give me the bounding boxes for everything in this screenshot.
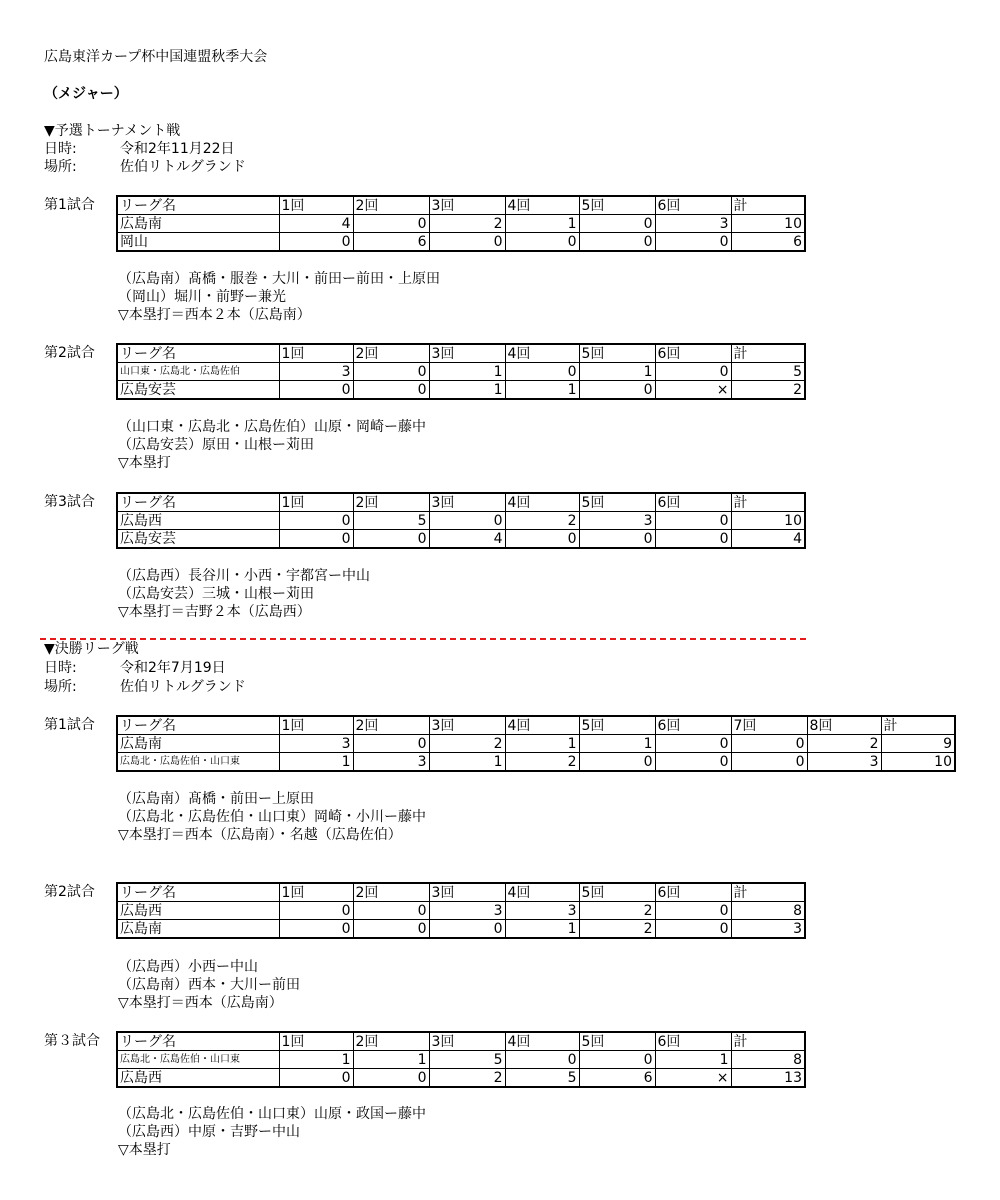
inning-score-cell: 3 bbox=[655, 215, 731, 233]
header-cell: 2回 bbox=[353, 883, 429, 902]
header-cell: 5回 bbox=[579, 196, 655, 215]
header-cell: 6回 bbox=[655, 344, 731, 363]
battery-note: （広島南）西本・大川ー前田 bbox=[118, 977, 300, 993]
inning-score-cell: 2 bbox=[429, 1069, 505, 1088]
homerun-note: ▽本塁打＝西本（広島南） bbox=[118, 995, 283, 1011]
inning-score-cell: 4 bbox=[429, 530, 505, 549]
total-cell: 10 bbox=[731, 215, 805, 233]
inning-score-cell: 0 bbox=[505, 233, 579, 252]
inning-score-cell: 0 bbox=[279, 512, 353, 530]
prelim-game-1-scoreboard bbox=[116, 195, 806, 252]
header-cell-team: リーグ名 bbox=[117, 344, 279, 363]
inning-score-cell: 0 bbox=[353, 1069, 429, 1088]
scoreboard-row bbox=[117, 1069, 805, 1088]
homerun-note: ▽本塁打＝西本（広島南）・名越（広島佐伯） bbox=[118, 827, 402, 843]
inning-score-cell: 6 bbox=[579, 1069, 655, 1088]
scoreboard-header-row bbox=[117, 716, 955, 735]
header-cell: 1回 bbox=[279, 883, 353, 902]
header-cell: 1回 bbox=[279, 344, 353, 363]
header-cell: 2回 bbox=[353, 196, 429, 215]
inning-score-cell: 0 bbox=[505, 363, 579, 381]
prelim-place-value: 佐伯リトルグランド bbox=[120, 159, 246, 175]
header-cell: 3回 bbox=[429, 344, 505, 363]
inning-score-cell: × bbox=[655, 1069, 731, 1088]
scoreboard-row bbox=[117, 363, 805, 381]
inning-score-cell: 3 bbox=[429, 902, 505, 920]
header-cell: 1回 bbox=[279, 716, 353, 735]
inning-score-cell: 0 bbox=[429, 920, 505, 939]
total-cell: 10 bbox=[881, 753, 955, 772]
inning-score-cell: 0 bbox=[279, 233, 353, 252]
team-name-cell: 広島西 bbox=[117, 902, 279, 920]
total-cell: 13 bbox=[731, 1069, 805, 1088]
inning-score-cell: 0 bbox=[579, 1051, 655, 1069]
inning-score-cell: 1 bbox=[279, 1051, 353, 1069]
inning-score-cell: 2 bbox=[807, 735, 881, 753]
final-date bbox=[44, 659, 226, 677]
division-label: （メジャー） bbox=[44, 86, 128, 102]
header-cell: 3回 bbox=[429, 493, 505, 512]
final-game-1-notes bbox=[118, 790, 426, 844]
prelim-date-label: 日時: bbox=[44, 141, 77, 157]
homerun-note: ▽本塁打 bbox=[118, 455, 171, 471]
inning-score-cell: 0 bbox=[429, 233, 505, 252]
battery-note: （広島安芸）原田・山根ー苅田 bbox=[118, 437, 314, 453]
section-divider bbox=[40, 638, 806, 640]
header-cell: 5回 bbox=[579, 883, 655, 902]
inning-score-cell: 0 bbox=[353, 363, 429, 381]
inning-score-cell: 1 bbox=[655, 1051, 731, 1069]
total-cell: 10 bbox=[731, 512, 805, 530]
battery-note: （広島南）髙橋・服巻・大川・前田ー前田・上原田 bbox=[118, 271, 440, 287]
inning-score-cell: 0 bbox=[655, 512, 731, 530]
inning-score-cell: 3 bbox=[279, 735, 353, 753]
inning-score-cell: 0 bbox=[579, 215, 655, 233]
inning-score-cell: 5 bbox=[353, 512, 429, 530]
header-cell: 3回 bbox=[429, 1032, 505, 1051]
team-name-cell: 山口東・広島北・広島佐伯 bbox=[117, 363, 279, 381]
total-cell: 3 bbox=[731, 920, 805, 939]
scoreboard-header-row bbox=[117, 344, 805, 363]
prelim-game-3-notes bbox=[118, 567, 370, 621]
header-cell: 計 bbox=[731, 344, 805, 363]
scoreboard-row bbox=[117, 512, 805, 530]
final-date-value: 令和2年7月19日 bbox=[120, 660, 226, 676]
team-name-cell: 広島北・広島佐伯・山口東 bbox=[117, 753, 279, 772]
inning-score-cell: 0 bbox=[353, 530, 429, 549]
final-place-label: 場所: bbox=[44, 679, 77, 695]
inning-score-cell: 0 bbox=[655, 920, 731, 939]
battery-note: （広島安芸）三城・山根ー苅田 bbox=[118, 586, 314, 602]
homerun-note: ▽本塁打＝吉野２本（広島西） bbox=[118, 604, 311, 620]
final-game-3-notes bbox=[118, 1105, 426, 1159]
team-name-cell: 広島南 bbox=[117, 920, 279, 939]
header-cell: 4回 bbox=[505, 196, 579, 215]
final-heading: ▼決勝リーグ戦 bbox=[44, 641, 139, 657]
inning-score-cell: 0 bbox=[655, 363, 731, 381]
inning-score-cell: 3 bbox=[579, 512, 655, 530]
inning-score-cell: 3 bbox=[505, 902, 579, 920]
header-cell: 8回 bbox=[807, 716, 881, 735]
total-cell: 2 bbox=[731, 381, 805, 400]
inning-score-cell: 3 bbox=[807, 753, 881, 772]
header-cell: 2回 bbox=[353, 344, 429, 363]
header-cell: 4回 bbox=[505, 1032, 579, 1051]
final-game-2-label: 第2試合 bbox=[44, 884, 95, 900]
inning-score-cell: 2 bbox=[429, 215, 505, 233]
header-cell: 1回 bbox=[279, 1032, 353, 1051]
scoreboard-header-row bbox=[117, 196, 805, 215]
header-cell: 5回 bbox=[579, 716, 655, 735]
header-cell: 1回 bbox=[279, 493, 353, 512]
prelim-game-1-label: 第1試合 bbox=[44, 197, 95, 213]
prelim-heading: ▼予選トーナメント戦 bbox=[44, 123, 181, 139]
header-cell: 4回 bbox=[505, 716, 579, 735]
final-game-2-notes bbox=[118, 958, 300, 1012]
header-cell: 6回 bbox=[655, 1032, 731, 1051]
header-cell: 3回 bbox=[429, 716, 505, 735]
final-place bbox=[44, 678, 246, 696]
inning-score-cell: 1 bbox=[505, 215, 579, 233]
inning-score-cell: 1 bbox=[429, 381, 505, 400]
header-cell: 4回 bbox=[505, 493, 579, 512]
inning-score-cell: 0 bbox=[279, 530, 353, 549]
scoreboard-row bbox=[117, 233, 805, 252]
inning-score-cell: 1 bbox=[279, 753, 353, 772]
inning-score-cell: 6 bbox=[353, 233, 429, 252]
team-name-cell: 広島西 bbox=[117, 1069, 279, 1088]
total-cell: 4 bbox=[731, 530, 805, 549]
inning-score-cell: 0 bbox=[505, 1051, 579, 1069]
header-cell: 6回 bbox=[655, 883, 731, 902]
team-name-cell: 広島南 bbox=[117, 215, 279, 233]
final-game-1-label: 第1試合 bbox=[44, 717, 95, 733]
battery-note: （広島西）長谷川・小西・宇都宮ー中山 bbox=[118, 568, 370, 584]
scoreboard-row bbox=[117, 1051, 805, 1069]
header-cell: 6回 bbox=[655, 196, 731, 215]
header-cell: 6回 bbox=[655, 493, 731, 512]
team-name-cell: 広島安芸 bbox=[117, 530, 279, 549]
header-cell: 5回 bbox=[579, 344, 655, 363]
scoreboard-row bbox=[117, 920, 805, 939]
inning-score-cell: 0 bbox=[353, 381, 429, 400]
inning-score-cell: 0 bbox=[731, 753, 807, 772]
header-cell-team: リーグ名 bbox=[117, 1032, 279, 1051]
team-name-cell: 広島安芸 bbox=[117, 381, 279, 400]
inning-score-cell: 0 bbox=[579, 233, 655, 252]
scoreboard-row bbox=[117, 902, 805, 920]
inning-score-cell: 2 bbox=[579, 920, 655, 939]
battery-note: （広島北・広島佐伯・山口東）岡崎・小川ー藤中 bbox=[118, 809, 426, 825]
prelim-game-3-scoreboard bbox=[116, 492, 806, 549]
header-cell: 4回 bbox=[505, 344, 579, 363]
inning-score-cell: 1 bbox=[429, 753, 505, 772]
inning-score-cell: 0 bbox=[353, 920, 429, 939]
final-game-1-scoreboard bbox=[116, 715, 956, 772]
inning-score-cell: 0 bbox=[279, 381, 353, 400]
battery-note: （広島西）中原・吉野ー中山 bbox=[118, 1124, 300, 1140]
document-title: 広島東洋カープ杯中国連盟秋季大会 bbox=[44, 49, 268, 65]
inning-score-cell: 4 bbox=[279, 215, 353, 233]
inning-score-cell: 0 bbox=[579, 530, 655, 549]
battery-note: （広島北・広島佐伯・山口東）山原・政国ー藤中 bbox=[118, 1106, 426, 1122]
inning-score-cell: 0 bbox=[579, 753, 655, 772]
inning-score-cell: × bbox=[655, 381, 731, 400]
header-cell: 5回 bbox=[579, 493, 655, 512]
inning-score-cell: 1 bbox=[429, 363, 505, 381]
prelim-place-label: 場所: bbox=[44, 159, 77, 175]
battery-note: （山口東・広島北・広島佐伯）山原・岡崎ー藤中 bbox=[118, 419, 426, 435]
header-cell: 計 bbox=[731, 883, 805, 902]
inning-score-cell: 0 bbox=[279, 920, 353, 939]
total-cell: 8 bbox=[731, 902, 805, 920]
header-cell: 1回 bbox=[279, 196, 353, 215]
inning-score-cell: 0 bbox=[505, 530, 579, 549]
inning-score-cell: 1 bbox=[505, 381, 579, 400]
final-game-2-scoreboard bbox=[116, 882, 806, 939]
battery-note: （岡山）堀川・前野ー兼光 bbox=[118, 289, 286, 305]
inning-score-cell: 2 bbox=[505, 512, 579, 530]
prelim-place bbox=[44, 158, 246, 176]
inning-score-cell: 0 bbox=[655, 735, 731, 753]
header-cell: 2回 bbox=[353, 1032, 429, 1051]
prelim-game-2-scoreboard bbox=[116, 343, 806, 400]
team-name-cell: 岡山 bbox=[117, 233, 279, 252]
header-cell: 計 bbox=[731, 493, 805, 512]
header-cell-team: リーグ名 bbox=[117, 883, 279, 902]
prelim-game-2-label: 第2試合 bbox=[44, 345, 95, 361]
scoreboard-header-row bbox=[117, 493, 805, 512]
inning-score-cell: 0 bbox=[353, 902, 429, 920]
header-cell: 7回 bbox=[731, 716, 807, 735]
inning-score-cell: 1 bbox=[579, 363, 655, 381]
inning-score-cell: 0 bbox=[353, 735, 429, 753]
inning-score-cell: 3 bbox=[353, 753, 429, 772]
scoreboard-row bbox=[117, 215, 805, 233]
inning-score-cell: 1 bbox=[579, 735, 655, 753]
header-cell-team: リーグ名 bbox=[117, 493, 279, 512]
inning-score-cell: 2 bbox=[505, 753, 579, 772]
inning-score-cell: 5 bbox=[505, 1069, 579, 1088]
total-cell: 5 bbox=[731, 363, 805, 381]
team-name-cell: 広島南 bbox=[117, 735, 279, 753]
inning-score-cell: 0 bbox=[655, 753, 731, 772]
scoreboard-header-row bbox=[117, 1032, 805, 1051]
header-cell-team: リーグ名 bbox=[117, 196, 279, 215]
header-cell: 3回 bbox=[429, 196, 505, 215]
inning-score-cell: 0 bbox=[279, 1069, 353, 1088]
inning-score-cell: 1 bbox=[505, 735, 579, 753]
total-cell: 8 bbox=[731, 1051, 805, 1069]
scoreboard-header-row bbox=[117, 883, 805, 902]
inning-score-cell: 0 bbox=[731, 735, 807, 753]
header-cell: 計 bbox=[731, 196, 805, 215]
final-game-3-label: 第３試合 bbox=[44, 1033, 100, 1049]
inning-score-cell: 2 bbox=[429, 735, 505, 753]
header-cell: 2回 bbox=[353, 493, 429, 512]
homerun-note: ▽本塁打＝西本２本（広島南） bbox=[118, 307, 311, 323]
scoreboard-row bbox=[117, 381, 805, 400]
inning-score-cell: 3 bbox=[279, 363, 353, 381]
total-cell: 9 bbox=[881, 735, 955, 753]
final-game-3-scoreboard bbox=[116, 1031, 806, 1088]
prelim-game-2-notes bbox=[118, 418, 426, 472]
scoreboard-row bbox=[117, 530, 805, 549]
scoreboard-row bbox=[117, 735, 955, 753]
header-cell: 3回 bbox=[429, 883, 505, 902]
prelim-game-1-notes bbox=[118, 270, 440, 324]
inning-score-cell: 2 bbox=[579, 902, 655, 920]
header-cell: 4回 bbox=[505, 883, 579, 902]
header-cell: 計 bbox=[881, 716, 955, 735]
header-cell: 2回 bbox=[353, 716, 429, 735]
header-cell-team: リーグ名 bbox=[117, 716, 279, 735]
prelim-game-3-label: 第3試合 bbox=[44, 494, 95, 510]
team-name-cell: 広島北・広島佐伯・山口東 bbox=[117, 1051, 279, 1069]
inning-score-cell: 0 bbox=[579, 381, 655, 400]
prelim-date-value: 令和2年11月22日 bbox=[120, 141, 235, 157]
prelim-date bbox=[44, 140, 235, 158]
inning-score-cell: 0 bbox=[655, 530, 731, 549]
inning-score-cell: 0 bbox=[655, 233, 731, 252]
inning-score-cell: 0 bbox=[279, 902, 353, 920]
final-place-value: 佐伯リトルグランド bbox=[120, 679, 246, 695]
header-cell: 6回 bbox=[655, 716, 731, 735]
battery-note: （広島南）髙橋・前田ー上原田 bbox=[118, 791, 314, 807]
header-cell: 5回 bbox=[579, 1032, 655, 1051]
inning-score-cell: 5 bbox=[429, 1051, 505, 1069]
homerun-note: ▽本塁打 bbox=[118, 1142, 171, 1158]
battery-note: （広島西）小西ー中山 bbox=[118, 959, 258, 975]
inning-score-cell: 0 bbox=[429, 512, 505, 530]
header-cell: 計 bbox=[731, 1032, 805, 1051]
inning-score-cell: 0 bbox=[353, 215, 429, 233]
inning-score-cell: 1 bbox=[353, 1051, 429, 1069]
inning-score-cell: 1 bbox=[505, 920, 579, 939]
final-date-label: 日時: bbox=[44, 660, 77, 676]
total-cell: 6 bbox=[731, 233, 805, 252]
inning-score-cell: 0 bbox=[655, 902, 731, 920]
team-name-cell: 広島西 bbox=[117, 512, 279, 530]
scoreboard-row bbox=[117, 753, 955, 772]
